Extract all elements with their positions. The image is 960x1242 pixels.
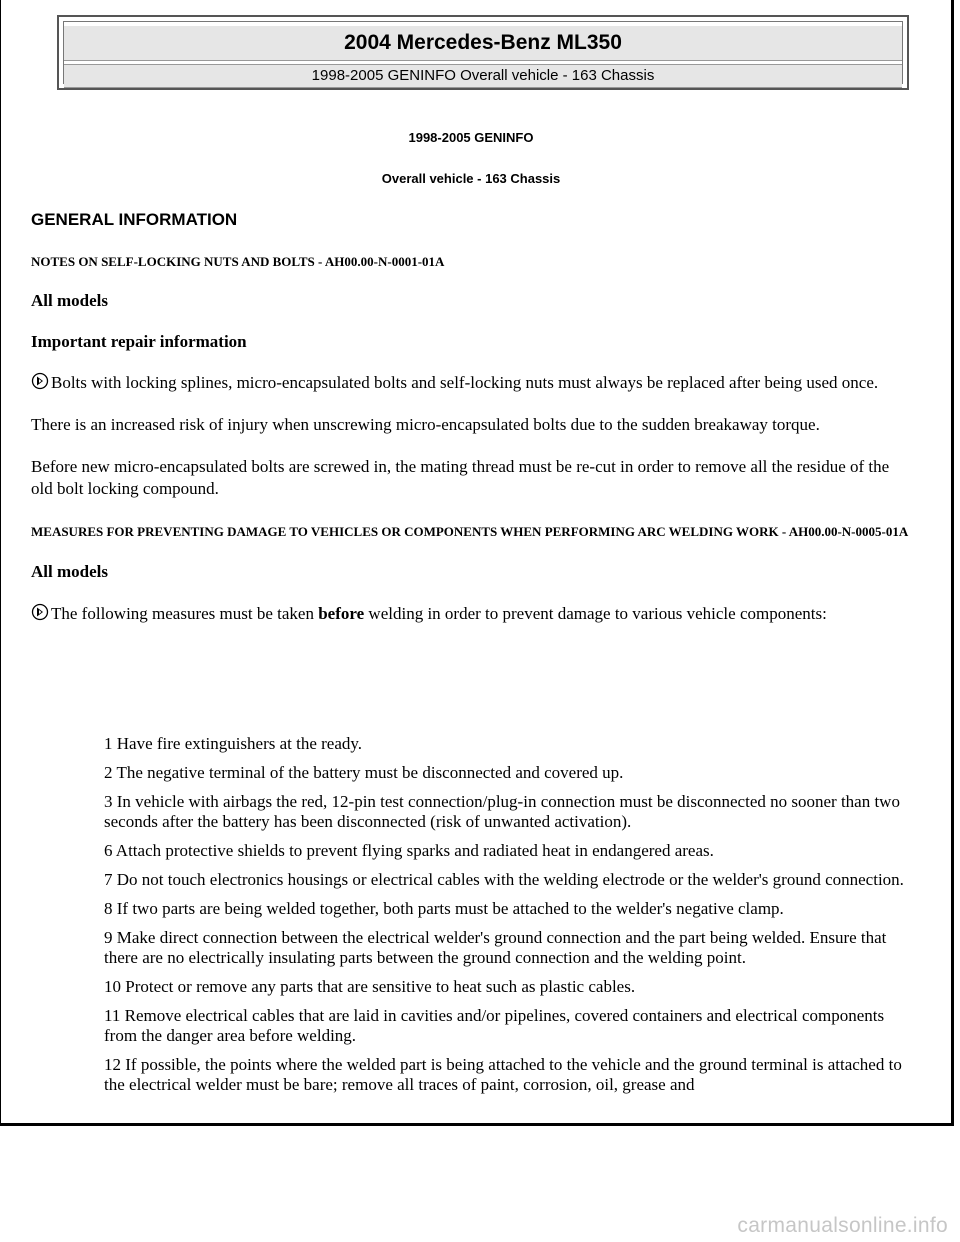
step-item: 1 Have fire extinguishers at the ready. xyxy=(104,734,363,753)
step-item: 2 The negative terminal of the battery must be disconnected and covered up. xyxy=(104,763,624,782)
note1-paragraph-1-text: Bolts with locking splines, micro-encapsulated bolts and self-locking nuts must always be replaced after being used once. xyxy=(51,373,879,392)
step-item: 9 Make direct connection between the electrical welder's ground connection and the part being welded. Ensure that there are no electrically insulating parts between the ground connection and the welding point. xyxy=(104,928,887,967)
note1-paragraph-3: Before new micro-encapsulated bolts are screwed in, the mating thread must be re-cut in order to remove all the residue of the old bolt locking compound. xyxy=(31,457,890,498)
doc-title-line1: 1998-2005 GENINFO xyxy=(408,130,534,145)
note2-intro-pre: The following measures must be taken xyxy=(51,604,314,623)
step-item: 10 Protect or remove any parts that are sensitive to heat such as plastic cables. xyxy=(104,977,636,996)
header-title: 2004 Mercedes-Benz ML350 xyxy=(64,26,902,61)
note1-paragraph-2: There is an increased risk of injury when unscrewing micro-encapsulated bolts due to the sudden breakaway torque. xyxy=(31,415,820,434)
note1-heading: NOTES ON SELF-LOCKING NUTS AND BOLTS - AH00.00-N-0001-01A xyxy=(31,254,445,269)
note2-intro xyxy=(31,603,911,625)
note1-models: All models xyxy=(31,291,108,310)
note1-paragraph-1 xyxy=(31,372,911,394)
header-subtitle: 1998-2005 GENINFO Overall vehicle - 163 Chassis xyxy=(64,64,902,88)
document-body xyxy=(31,128,911,625)
info-arrow-icon xyxy=(31,603,49,621)
note2-models: All models xyxy=(31,562,108,581)
header-inner xyxy=(63,21,903,84)
steps-list xyxy=(104,734,904,1095)
watermark: carmanualsonline.info xyxy=(737,1214,948,1237)
note2-intro-post: welding in order to prevent damage to various vehicle components: xyxy=(368,604,827,623)
step-item: 3 In vehicle with airbags the red, 12-pin test connection/plug-in connection must be disconnected no sooner than two seconds after the battery has been disconnected (risk of unwanted activation). xyxy=(104,792,900,831)
info-arrow-icon xyxy=(31,372,49,390)
step-item: 7 Do not touch electronics housings or electrical cables with the welding electrode or the welder's ground connection. xyxy=(104,870,904,889)
section-heading: GENERAL INFORMATION xyxy=(31,210,238,229)
step-item: 12 If possible, the points where the welded part is being attached to the vehicle and the ground terminal is attached to the electrical welder must be bare; remove all traces of paint, corrosion, oil, grease and xyxy=(104,1055,902,1094)
step-item: 11 Remove electrical cables that are laid in cavities and/or pipelines, covered containers and electrical components from the danger area before welding. xyxy=(104,1006,885,1045)
note2-heading: MEASURES FOR PREVENTING DAMAGE TO VEHICLES OR COMPONENTS WHEN PERFORMING ARC WELDING WORK - AH00.00-N-0005-01A xyxy=(31,524,909,539)
note2-intro-bold: before xyxy=(318,604,365,623)
note1-important: Important repair information xyxy=(31,332,247,351)
doc-title-line2: Overall vehicle - 163 Chassis xyxy=(381,171,561,186)
step-item: 8 If two parts are being welded together, both parts must be attached to the welder's negative clamp. xyxy=(104,899,784,918)
step-item: 6 Attach protective shields to prevent flying sparks and radiated heat in endangered areas. xyxy=(104,841,714,860)
document-header xyxy=(57,15,909,90)
